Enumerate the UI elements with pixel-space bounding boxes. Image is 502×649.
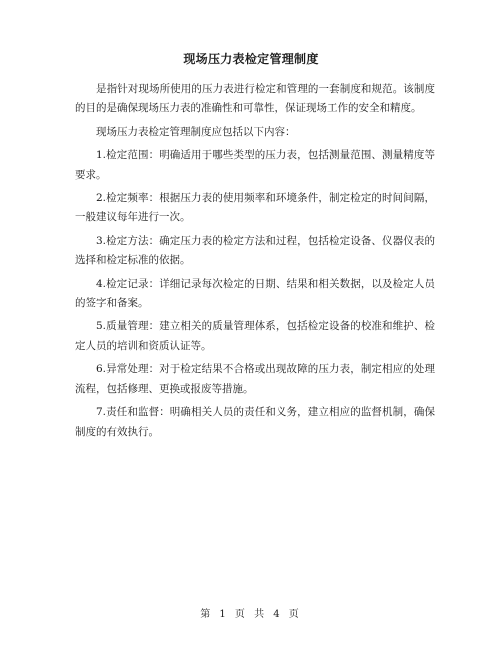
item-responsibility-paragraph: 7.责任和监督：明确相关人员的责任和义务，建立相应的监督机制，确保制度的有效执行。	[75, 406, 435, 438]
item-frequency-paragraph: 2.检定频率：根据压力表的使用频率和环境条件，制定检定的时间间隔，一般建议每年进行一次。	[75, 192, 435, 224]
document-body	[75, 80, 435, 446]
item-scope-paragraph: 1.检定范围：明确适用于哪些类型的压力表，包括测量范围、测量精度等要求。	[75, 149, 435, 181]
item-record-paragraph: 4.检定记录：详细记录每次检定的日期、结果和相关数据，以及检定人员的签字和备案。	[75, 277, 435, 310]
intro-paragraph: 是指针对现场所使用的压力表进行检定和管理的一套制度和规范。该制度的目的是确保现场压力表的准确性和可靠性，保证现场工作的安全和精度。	[75, 83, 435, 115]
contents-intro-paragraph: 现场压力表检定管理制度应包括以下内容：	[96, 125, 296, 138]
item-quality-paragraph: 5.质量管理：建立相关的质量管理体系，包括检定设备的校准和维护、检定人员的培训和资质认证等。	[75, 320, 435, 352]
item-exception-paragraph: 6.异常处理：对于检定结果不合格或出现故障的压力表，制定相应的处理流程，包括修理、更换或报废等措施。	[75, 363, 435, 395]
page-number-footer: 第 1 页 共 4 页	[200, 609, 302, 620]
item-method-paragraph: 3.检定方法：确定压力表的检定方法和过程，包括检定设备、仪器仪表的选择和检定标准的依据。	[75, 234, 435, 267]
document-title: 现场压力表检定管理制度	[183, 52, 319, 66]
